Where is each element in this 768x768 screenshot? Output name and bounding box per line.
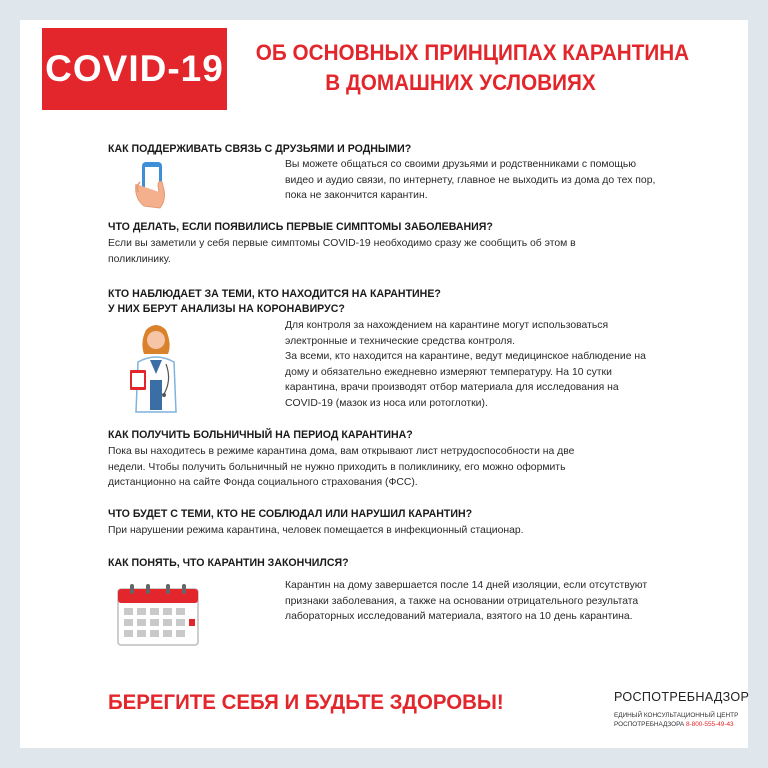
question-violation: ЧТО БУДЕТ С ТЕМИ, КТО НЕ СОБЛЮДАЛ ИЛИ НАРУШИЛ КАРАНТИН?	[108, 508, 473, 520]
consult-center-line-1: ЕДИНЫЙ КОНСУЛЬТАЦИОННЫЙ ЦЕНТР	[614, 712, 739, 719]
answer-line: электронные и технические средства контроля.	[285, 335, 515, 347]
question-monitoring-2: У НИХ БЕРУТ АНАЛИЗЫ НА КОРОНАВИРУС?	[108, 303, 345, 315]
answer-line: Карантин на дому завершается после 14 дней изоляции, если отсутствуют	[285, 580, 648, 591]
answer-line: дистанционно на сайте Фонда социального страхования (ФСС).	[108, 477, 418, 489]
question-end: КАК ПОНЯТЬ, ЧТО КАРАНТИН ЗАКОНЧИЛСЯ?	[108, 557, 349, 569]
answer-symptoms	[108, 236, 576, 267]
title-line-2: В ДОМАШНИХ УСЛОВИЯХ	[325, 70, 596, 95]
question-symptoms: ЧТО ДЕЛАТЬ, ЕСЛИ ПОЯВИЛИСЬ ПЕРВЫЕ СИМПТОМЫ ЗАБОЛЕВАНИЯ?	[108, 221, 493, 233]
answer-violation	[108, 523, 524, 539]
answer-end	[285, 578, 647, 625]
answer-line: недели. Чтобы получить больничный не нужно приходить в поликлинику, его можно оформить	[108, 461, 566, 473]
poster	[20, 20, 748, 748]
question-contact: КАК ПОДДЕРЖИВАТЬ СВЯЗЬ С ДРУЗЬЯМИ И РОДНЫМИ?	[108, 143, 412, 155]
answer-line: Если вы заметили у себя первые симптомы COVID-19 необходимо сразу же сообщить об этом в	[108, 238, 576, 249]
answer-line: Пока вы находитесь в режиме карантина дома, вам открывают лист нетрудоспособности на две	[108, 446, 575, 457]
consult-center-org: РОСПОТРЕБНАДЗОРА	[614, 720, 685, 728]
answer-sick-leave	[108, 444, 574, 491]
slogan: БЕРЕГИТЕ СЕБЯ И БУДЬТЕ ЗДОРОВЫ!	[108, 690, 504, 714]
answer-line: видео и аудио связи, по интернету, главное не выходить из дома до тех пор,	[285, 174, 656, 186]
title-line-1: ОБ ОСНОВНЫХ ПРИНЦИПАХ КАРАНТИНА	[255, 40, 690, 65]
org-name: РОСПОТРЕБНАДЗОР	[614, 690, 750, 704]
answer-monitoring	[285, 318, 646, 412]
answer-line: Вы можете общаться со своими друзьями и родственниками с помощью	[285, 159, 637, 170]
calendar-icon	[116, 583, 200, 647]
phone-hand-icon	[132, 160, 178, 212]
consult-center-line-2	[614, 721, 738, 730]
answer-line: лабораторных исследований материала, взятого на 10 день карантина.	[285, 611, 633, 623]
answer-line: пока не закончится карантин.	[285, 190, 428, 202]
answer-line: COVID-19 (мазок из носа или ротоглотки).	[285, 397, 488, 409]
answer-contact	[285, 157, 655, 204]
answer-line: Для контроля за нахождением на карантине могут использоваться	[285, 320, 609, 331]
poster-title	[255, 38, 690, 98]
doctor-icon	[126, 320, 186, 418]
consult-center	[614, 712, 738, 729]
hotline-phone: 8-800-555-49-43	[685, 720, 734, 728]
question-sick-leave: КАК ПОЛУЧИТЬ БОЛЬНИЧНЫЙ НА ПЕРИОД КАРАНТИНА?	[108, 429, 413, 441]
covid-badge: COVID-19	[42, 28, 227, 110]
answer-line: поликлинику.	[108, 253, 171, 265]
answer-line: За всеми, кто находится на карантине, ведут медицинское наблюдение на	[285, 351, 646, 363]
answer-line: признаки заболевания, а также на основании отрицательного результата	[285, 595, 639, 607]
answer-line: дому и обязательно ежедневно измеряют температуру. На 10 сутки	[285, 366, 612, 378]
question-monitoring: КТО НАБЛЮДАЕТ ЗА ТЕМИ, КТО НАХОДИТСЯ НА КАРАНТИНЕ?	[108, 288, 441, 300]
answer-line: При нарушении режима карантина, человек помещается в инфекционный стационар.	[108, 525, 524, 536]
answer-line: карантина, врачи производят отбор материала для исследования на	[285, 382, 619, 394]
